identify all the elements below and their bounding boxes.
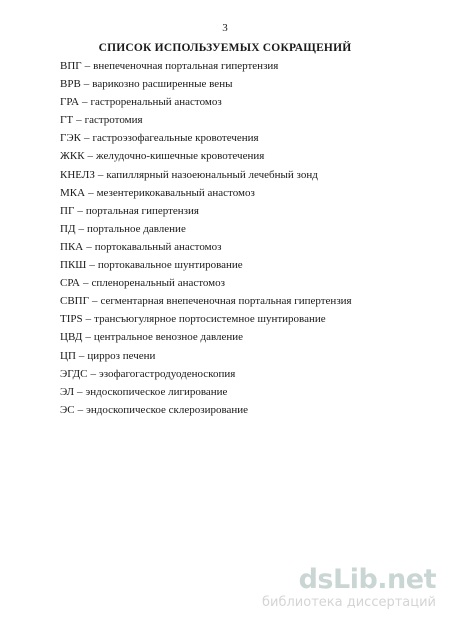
abbreviation-term: СРА — [60, 277, 80, 290]
abbreviation-item — [60, 310, 440, 328]
dash-separator: – — [82, 96, 88, 109]
abbreviation-definition: трансъюгулярное портосистемное шунтирование — [94, 313, 326, 326]
dash-separator: – — [78, 349, 85, 362]
abbreviation-item — [60, 383, 440, 401]
dash-separator: – — [97, 168, 104, 181]
abbreviation-term: ЭС — [60, 403, 75, 416]
abbreviation-term: ГРА — [60, 96, 80, 109]
dash-separator: – — [83, 132, 90, 145]
abbreviation-item — [60, 75, 440, 93]
abbreviation-definition: гастроэзофагеальные кровотечения — [92, 132, 259, 145]
abbreviation-item — [60, 111, 440, 129]
abbreviation-term: ЦП — [60, 349, 76, 362]
abbreviation-definition: капиллярный назоеюнальный лечебный зонд — [106, 168, 318, 181]
abbreviation-definition: мезентерикокавальный анастомоз — [96, 186, 255, 199]
abbreviation-item — [60, 347, 440, 365]
dash-separator: – — [83, 277, 89, 290]
abbreviation-term: ЦВД — [60, 331, 83, 344]
dash-separator: – — [77, 403, 84, 416]
page-number: 3 — [222, 22, 228, 34]
abbreviation-term: МКА — [60, 186, 86, 199]
abbreviation-term: СВПГ — [60, 295, 89, 308]
abbreviation-item — [60, 238, 440, 256]
abbreviation-definition: центральное венозное давление — [93, 331, 244, 344]
watermark-logo: dsLib.net — [298, 564, 436, 595]
abbreviation-item — [60, 401, 440, 419]
abbreviation-definition: эндоскопическое лигирование — [85, 385, 228, 398]
abbreviation-item — [60, 57, 440, 75]
abbreviation-definition: эндоскопическое склерозирование — [86, 403, 249, 416]
abbreviation-definition: портокавальное шунтирование — [97, 259, 243, 272]
dash-separator: – — [77, 204, 83, 217]
abbreviation-item — [60, 166, 440, 184]
abbreviation-term: ЭЛ — [60, 385, 75, 398]
abbreviation-item — [60, 147, 440, 165]
abbreviation-item — [60, 292, 440, 310]
abbreviation-definition: внепеченочная портальная гипертензия — [93, 60, 279, 72]
dash-separator: – — [84, 60, 91, 72]
watermark-caption: библиотека диссертаций — [262, 595, 436, 610]
watermark — [262, 565, 436, 611]
abbreviation-term: ЭГДС — [60, 367, 88, 380]
dash-separator: – — [91, 295, 98, 308]
abbreviation-item — [60, 274, 440, 292]
abbreviation-item — [60, 93, 440, 111]
abbreviation-definition: сегментарная внепеченочная портальная гипертензия — [100, 295, 352, 308]
abbreviation-term: ВРВ — [60, 78, 81, 91]
abbreviation-item — [60, 220, 440, 238]
abbreviation-item — [60, 184, 440, 202]
abbreviation-definition: гастротомия — [84, 114, 143, 127]
dash-separator: – — [89, 259, 95, 272]
abbreviation-term: ГТ — [60, 114, 74, 127]
abbreviation-definition: эзофагогастродуоденоскопия — [99, 367, 236, 380]
dash-separator: – — [85, 331, 91, 344]
abbreviation-term: ПД — [60, 222, 76, 235]
page-title: СПИСОК ИСПОЛЬЗУЕМЫХ СОКРАЩЕНИЙ — [98, 42, 352, 54]
abbreviation-definition: портокавальный анастомоз — [94, 240, 222, 253]
abbreviation-term: ПГ — [60, 204, 75, 217]
dash-separator: – — [88, 186, 94, 199]
abbreviation-definition: желудочно-кишечные кровотечения — [96, 150, 265, 163]
abbreviation-definition: варикозно расширенные вены — [92, 78, 233, 91]
dash-separator: – — [77, 385, 83, 398]
abbreviation-item — [60, 365, 440, 383]
abbreviation-definition: портальное давление — [86, 222, 186, 235]
abbreviation-term: ПКА — [60, 240, 84, 253]
abbreviation-term: TIPS — [60, 313, 83, 326]
abbreviation-term: ГЭК — [60, 132, 81, 145]
dash-separator: – — [83, 78, 90, 91]
abbreviation-item — [60, 256, 440, 274]
abbreviation-term: КНЕЛЗ — [60, 168, 95, 181]
abbreviation-definition: портальная гипертензия — [85, 204, 199, 217]
abbreviation-term: ПКШ — [60, 259, 87, 272]
abbreviation-item — [60, 129, 440, 147]
abbreviation-term: ВПГ — [60, 60, 82, 72]
dash-separator: – — [78, 222, 84, 235]
abbreviation-definition: спленоренальный анастомоз — [91, 277, 225, 290]
dash-separator: – — [87, 150, 94, 163]
abbreviation-definition: цирроз печени — [87, 349, 156, 362]
abbreviation-item — [60, 328, 440, 346]
abbreviation-term: ЖКК — [60, 150, 85, 163]
abbreviation-list — [60, 57, 440, 419]
dash-separator: – — [85, 313, 92, 326]
dash-separator: – — [90, 367, 96, 380]
dash-separator: – — [86, 240, 92, 253]
dash-separator: – — [76, 114, 82, 127]
abbreviation-definition: гастроренальный анастомоз — [90, 96, 222, 109]
abbreviation-item — [60, 202, 440, 220]
